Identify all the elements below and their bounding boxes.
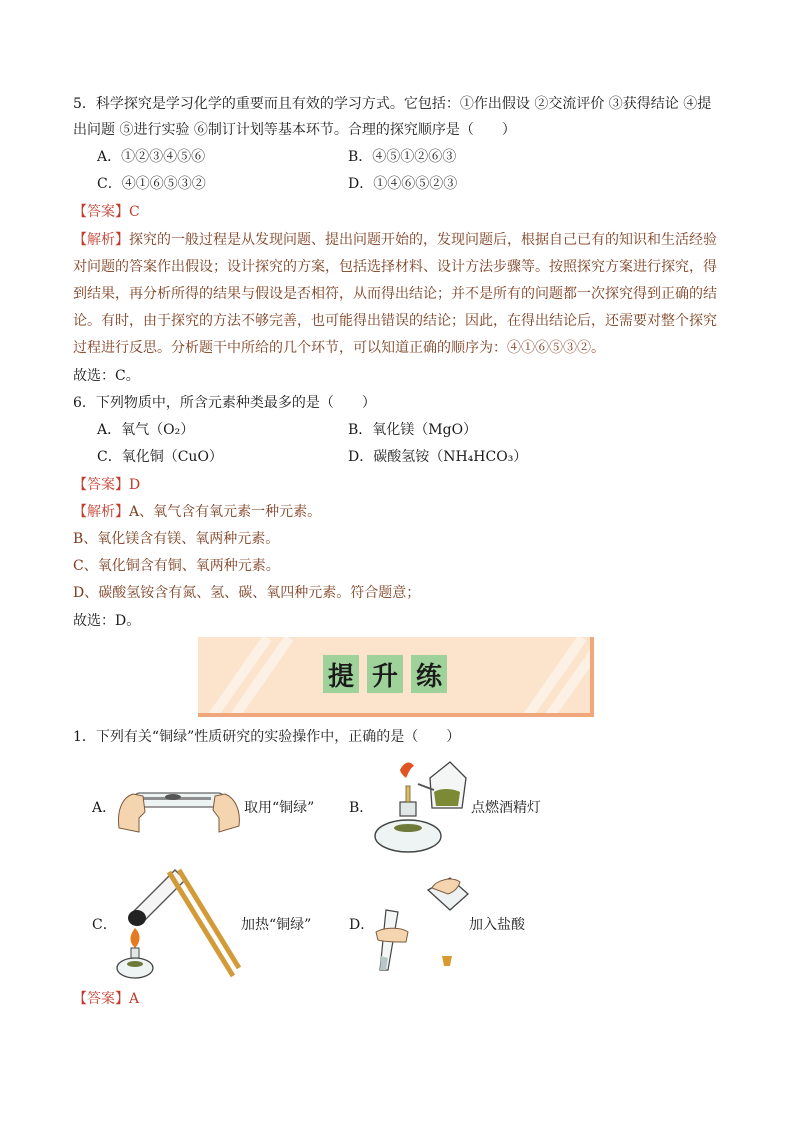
q1-option-d-label: 加入盐酸: [469, 917, 525, 933]
q6-analysis-line4: D、碳酸氢铵含有氮、氢、碳、氧四种元素。符合题意；: [73, 585, 421, 601]
q5-analysis-line5: 过程进行反思。分析题干中所给的几个环节，可以知道正确的顺序为：④①⑥⑤③②。: [73, 340, 605, 356]
take-copper-green-illustration: [113, 768, 245, 836]
q5-analysis-line2: 对问题的答案作出假设；设计探究的方案，包括选择材料、设计方法步骤等。按照探究方案进行探究，得: [73, 259, 717, 275]
q6-analysis-line1: [73, 502, 321, 522]
analysis-text: A、氧气含有氧元素一种元素。: [129, 504, 322, 520]
q5-option-b: B．④⑤①②⑥③: [348, 149, 457, 165]
q6-option-a: A．氧气（O₂）: [97, 422, 195, 438]
analysis-text: 探究的一般过程是从发现问题、提出问题开始的，发现问题后，根据自己已有的知识和生活经验: [129, 232, 717, 248]
q1-option-a-letter: A．: [92, 800, 117, 816]
q1-answer: [73, 989, 139, 1009]
light-alcohol-lamp-illustration: [370, 758, 470, 856]
q6-stem: 6．下列物质中，所含元素种类最多的是（ ）: [73, 395, 376, 411]
analysis-tag: 【解析】: [73, 232, 129, 248]
q6-analysis-line3: C、氧化铜含有铜、氧两种元素。: [73, 558, 280, 574]
q5-option-d: D．①④⑥⑤②③: [348, 176, 458, 192]
q1-option-d-letter: D．: [349, 917, 375, 933]
q5-analysis-line3: 到结果，再分析所得的结果与假设是否相符，从而得出结论；并不是所有的问题都一次探究得到正确的结: [73, 286, 717, 302]
q1-stem: 1．下列有关“铜绿”性质研究的实验操作中，正确的是（ ）: [73, 729, 461, 745]
section-banner: [198, 637, 594, 717]
q5-option-a: A．①②③④⑤⑥: [97, 149, 206, 165]
q6-choose: 故选：D。: [73, 613, 141, 629]
q1-option-b-label: 点燃酒精灯: [471, 800, 541, 816]
q6-option-b: B．氧化镁（MgO）: [348, 422, 478, 438]
answer-tag: 【答案】: [73, 991, 129, 1007]
q5-option-c: C．④①⑥⑤③②: [97, 176, 206, 192]
q1-option-c-letter: C．: [92, 917, 117, 933]
q6-option-c: C．氧化铜（CuO）: [97, 449, 223, 465]
q6-analysis-line2: B、氧化镁含有镁、氧两种元素。: [73, 531, 280, 547]
answer-value: D: [129, 477, 141, 493]
q6-option-d: D．碳酸氢铵（NH₄HCO₃）: [348, 449, 528, 465]
answer-value: A: [129, 991, 140, 1007]
banner-char: 升: [367, 655, 403, 693]
add-hydrochloric-acid-illustration: [372, 870, 472, 974]
q5-stem-line1: 5．科学探究是学习化学的重要而且有效的学习方式。它包括：①作出假设 ②交流评价 ③获得结论 ④提: [73, 96, 712, 112]
q5-answer: [73, 202, 140, 222]
answer-tag: 【答案】: [73, 477, 129, 493]
answer-tag: 【答案】: [73, 204, 129, 220]
answer-value: C: [129, 204, 140, 220]
banner-char: 练: [411, 655, 447, 693]
q1-option-c-label: 加热“铜绿”: [241, 917, 312, 933]
banner-title: [323, 655, 447, 693]
banner-char: 提: [323, 655, 359, 693]
heat-copper-green-illustration: [113, 860, 241, 982]
q5-choose: 故选：C。: [73, 368, 140, 384]
q1-option-a-label: 取用“铜绿”: [244, 800, 315, 816]
q5-analysis-line1: [73, 230, 717, 250]
q1-option-b-letter: B．: [349, 800, 374, 816]
q5-analysis-line4: 论。有时，由于探究的方法不够完善，也可能得出错误的结论；因此，在得出结论后，还需要对整个探究: [73, 313, 717, 329]
analysis-tag: 【解析】: [73, 504, 129, 520]
q5-stem-line2: 出问题 ⑤进行实验 ⑥制订计划等基本环节。合理的探究顺序是（ ）: [73, 122, 516, 138]
q6-answer: [73, 475, 140, 495]
